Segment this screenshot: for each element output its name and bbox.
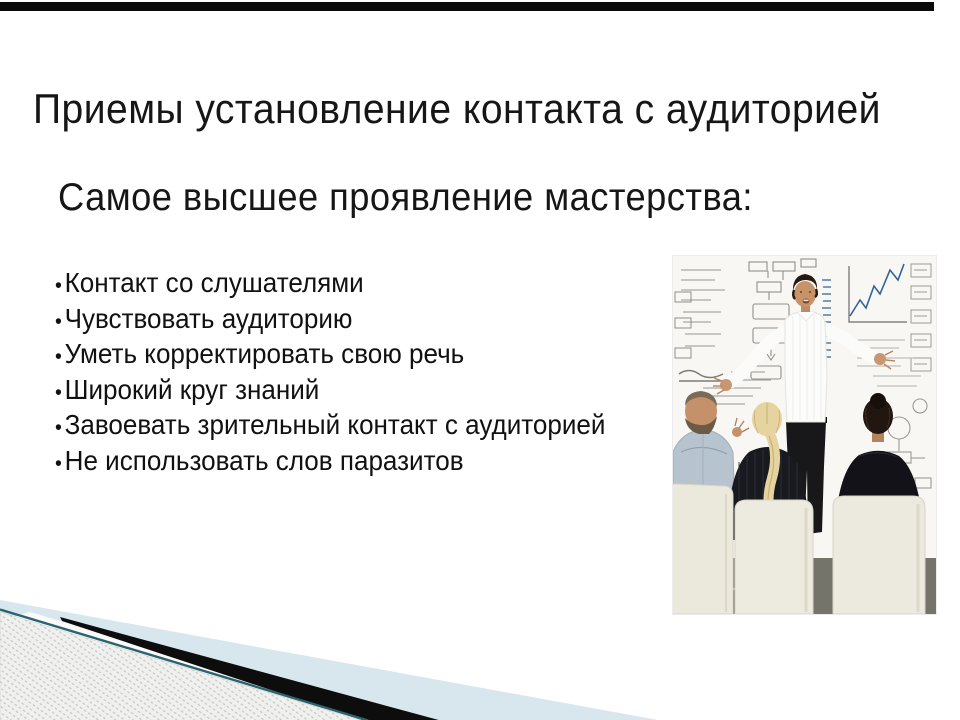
bullet-text: Широкий круг знаний [64,373,320,405]
bullet-icon: • [55,380,62,404]
bullet-item [55,374,605,410]
bullet-item [55,445,605,481]
bullet-icon: • [55,416,62,440]
slide-subtitle: Самое высшее проявление мастерства: [58,176,753,219]
bullet-item [55,409,605,445]
presenter-at-whiteboard-photo [673,256,936,614]
bullet-text: Завоевать зрительный контакт с аудиторией [64,409,606,441]
bullet-item [55,303,605,339]
bullet-icon: • [55,309,62,333]
bullet-text: Уметь корректировать свою речь [64,338,465,370]
bullet-item [55,338,605,374]
bullet-text: Не использовать слов паразитов [64,444,464,476]
bullet-text: Контакт со слушателями [64,267,364,298]
chair-center [735,500,813,614]
bullet-icon: • [55,451,62,475]
bullet-icon: • [55,345,62,369]
chairs [673,484,925,614]
bullet-list [55,267,647,481]
presenter-right-hand [874,353,886,365]
corner-decoration [0,594,700,720]
bullet-text: Чувствовать аудиторию [64,302,353,334]
slide-title: Приемы установление контакта с аудиторией [33,85,881,132]
bullet-item [55,267,605,303]
chair-right [833,496,925,614]
bullet-icon: • [55,274,62,297]
top-accent-bar [0,2,934,11]
